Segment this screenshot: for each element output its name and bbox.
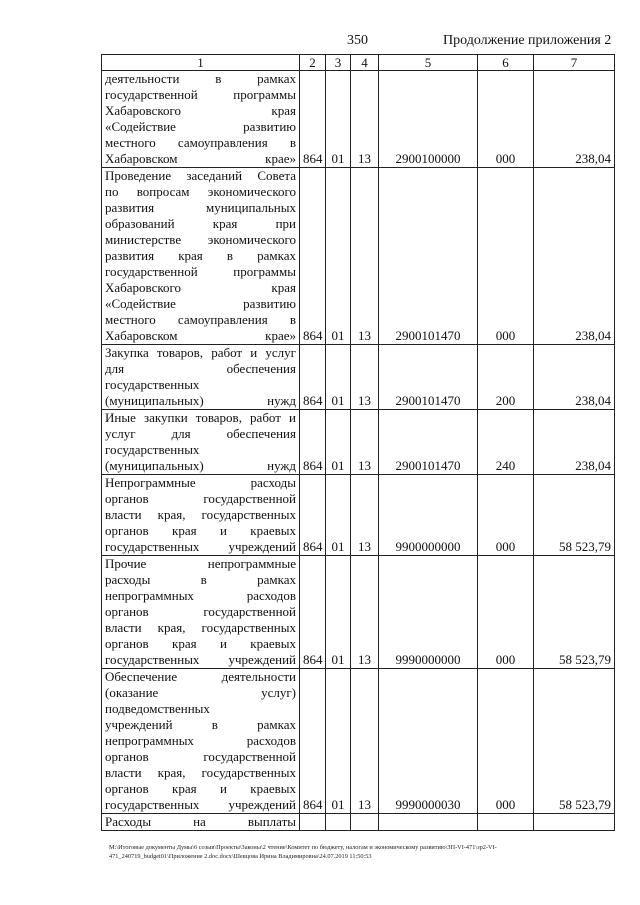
description-line: расходы в рамках <box>105 572 296 587</box>
amount <box>534 814 615 831</box>
column-header: 6 <box>478 55 534 71</box>
row-description <box>102 410 300 475</box>
ministry-code: 864 <box>300 71 326 168</box>
description-line: государственных <box>105 442 200 457</box>
table-row <box>102 345 615 410</box>
description-line: развития муниципальных <box>105 200 296 215</box>
section-code: 01 <box>326 556 351 669</box>
description-line: органов государственной <box>105 604 296 619</box>
section-code: 01 <box>326 475 351 556</box>
row-description <box>102 168 300 345</box>
description-line: Иные закупки товаров, работ и <box>105 410 296 425</box>
footer-line: М:\Итоговые документы Думы\6 созыв\Проекты\Законы\2 чтение\Комитет по бюджету, налогам и экономическому развитию\ЗП-VI-471\зр2-VI- <box>109 844 497 851</box>
description-line: (муниципальных) нужд <box>105 393 296 408</box>
table-row <box>102 814 615 831</box>
expense-type-code <box>478 814 534 831</box>
description-line: Расходы на выплаты <box>105 814 296 829</box>
ministry-code: 864 <box>300 475 326 556</box>
subsection-code: 13 <box>351 475 379 556</box>
subsection-code: 13 <box>351 71 379 168</box>
description-line: органов государственной <box>105 491 296 506</box>
description-line: органов края и краевых <box>105 523 296 538</box>
description-line: министерстве экономического <box>105 232 296 247</box>
document-path-footer <box>109 843 615 861</box>
description-line: местного самоуправления в <box>105 312 296 327</box>
description-line: органов государственной <box>105 749 296 764</box>
description-line: Обеспечение деятельности <box>105 669 296 684</box>
row-description <box>102 475 300 556</box>
description-line: Непрограммные расходы <box>105 475 296 490</box>
target-article-code: 2900101470 <box>379 168 478 345</box>
amount: 58 523,79 <box>534 475 615 556</box>
row-description <box>102 345 300 410</box>
description-line: государственных учреждений <box>105 652 296 667</box>
description-line: деятельности в рамках <box>105 71 296 86</box>
description-line: «Содействие развитию <box>105 296 296 311</box>
budget-table <box>101 54 615 831</box>
description-line: государственной программы <box>105 264 296 279</box>
description-line: учреждений в рамках <box>105 717 296 732</box>
description-line: власти края, государственных <box>105 765 296 780</box>
expense-type-code: 240 <box>478 410 534 475</box>
description-line: «Содействие развитию <box>105 119 296 134</box>
target-article-code: 9900000000 <box>379 475 478 556</box>
description-line: развития края в рамках <box>105 248 296 263</box>
description-line: Хабаровского края <box>105 280 296 295</box>
column-header: 7 <box>534 55 615 71</box>
amount: 58 523,79 <box>534 669 615 814</box>
ministry-code: 864 <box>300 168 326 345</box>
table-row <box>102 669 615 814</box>
subsection-code: 13 <box>351 556 379 669</box>
description-line: местного самоуправления в <box>105 135 296 150</box>
row-description <box>102 556 300 669</box>
subsection-code: 13 <box>351 345 379 410</box>
description-line: власти края, государственных <box>105 620 296 635</box>
description-line: Прочие непрограммные <box>105 556 296 571</box>
table-row <box>102 168 615 345</box>
column-header: 1 <box>102 55 300 71</box>
description-line: непрограммных расходов <box>105 588 296 603</box>
section-code: 01 <box>326 410 351 475</box>
description-line: (муниципальных) нужд <box>105 458 296 473</box>
row-description <box>102 814 300 831</box>
page-number: 350 <box>347 33 368 48</box>
expense-type-code: 200 <box>478 345 534 410</box>
subsection-code: 13 <box>351 669 379 814</box>
expense-type-code: 000 <box>478 669 534 814</box>
section-code: 01 <box>326 669 351 814</box>
description-line: Хабаровском крае» <box>105 328 296 343</box>
description-line: государственной программы <box>105 87 296 102</box>
description-line: для обеспечения <box>105 361 296 376</box>
table-row <box>102 71 615 168</box>
column-header: 4 <box>351 55 379 71</box>
target-article-code: 9990000000 <box>379 556 478 669</box>
ministry-code <box>300 814 326 831</box>
description-line: (оказание услуг) <box>105 685 296 700</box>
ministry-code: 864 <box>300 410 326 475</box>
expense-type-code: 000 <box>478 556 534 669</box>
amount: 238,04 <box>534 410 615 475</box>
description-line: непрограммных расходов <box>105 733 296 748</box>
table-row <box>102 556 615 669</box>
description-line: подведомственных <box>105 701 210 716</box>
expense-type-code: 000 <box>478 475 534 556</box>
ministry-code: 864 <box>300 556 326 669</box>
amount: 238,04 <box>534 168 615 345</box>
section-code: 01 <box>326 168 351 345</box>
ministry-code: 864 <box>300 345 326 410</box>
description-line: государственных <box>105 377 200 392</box>
description-line: Хабаровского края <box>105 103 296 118</box>
description-line: по вопросам экономического <box>105 184 296 199</box>
ministry-code: 864 <box>300 669 326 814</box>
section-code: 01 <box>326 345 351 410</box>
target-article-code <box>379 814 478 831</box>
amount: 238,04 <box>534 71 615 168</box>
column-header: 2 <box>300 55 326 71</box>
description-line: власти края, государственных <box>105 507 296 522</box>
expense-type-code: 000 <box>478 168 534 345</box>
table-header-row <box>102 55 615 71</box>
description-line: образований края при <box>105 216 296 231</box>
subsection-code <box>351 814 379 831</box>
description-line: Закупка товаров, работ и услуг <box>105 345 296 360</box>
amount: 238,04 <box>534 345 615 410</box>
row-description <box>102 71 300 168</box>
description-line: органов края и краевых <box>105 636 296 651</box>
subsection-code: 13 <box>351 168 379 345</box>
table-row <box>102 475 615 556</box>
subsection-code: 13 <box>351 410 379 475</box>
target-article-code: 2900101470 <box>379 345 478 410</box>
expense-type-code: 000 <box>478 71 534 168</box>
target-article-code: 9990000030 <box>379 669 478 814</box>
description-line: услуг для обеспечения <box>105 426 296 441</box>
target-article-code: 2900100000 <box>379 71 478 168</box>
row-description <box>102 669 300 814</box>
table-row <box>102 410 615 475</box>
section-code: 01 <box>326 71 351 168</box>
description-line: органов края и краевых <box>105 781 296 796</box>
continuation-title: Продолжение приложения 2 <box>443 33 612 48</box>
description-line: государственных учреждений <box>105 797 296 812</box>
description-line: государственных учреждений <box>105 539 296 554</box>
amount: 58 523,79 <box>534 556 615 669</box>
footer-line: 471_240719_budget01\Приложение 2.doc.docx\Шевцова Ирина Владимировна\24.07.2019 11:50:53 <box>109 853 372 860</box>
column-header: 5 <box>379 55 478 71</box>
column-header: 3 <box>326 55 351 71</box>
target-article-code: 2900101470 <box>379 410 478 475</box>
section-code <box>326 814 351 831</box>
description-line: Проведение заседаний Совета <box>105 168 296 183</box>
description-line: Хабаровском крае» <box>105 151 296 166</box>
